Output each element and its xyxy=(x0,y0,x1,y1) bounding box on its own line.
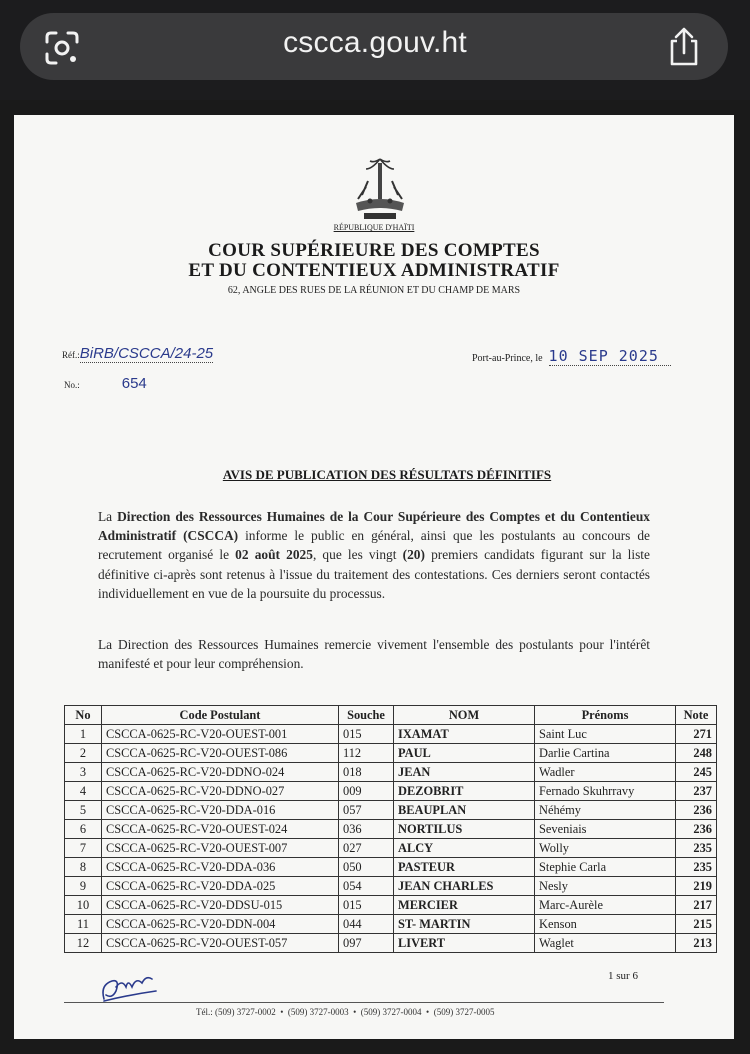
cell-no: 9 xyxy=(65,877,102,896)
cell-nom: ST- MARTIN xyxy=(394,915,535,934)
browser-top-bar xyxy=(0,0,750,100)
cell-note: 235 xyxy=(676,858,717,877)
table-row xyxy=(65,915,717,934)
phone-4: (509) 3727-0005 xyxy=(433,1007,495,1017)
place-label: Port-au-Prince, le xyxy=(472,353,543,364)
phone-2: (509) 3727-0003 xyxy=(287,1007,349,1017)
cell-code: CSCCA-0625-RC-V20-DDA-036 xyxy=(102,858,339,877)
cell-nom: JEAN CHARLES xyxy=(394,877,535,896)
cell-no: 1 xyxy=(65,725,102,744)
cell-nom: ALCY xyxy=(394,839,535,858)
document-page xyxy=(14,115,734,1039)
place-date-line xyxy=(472,347,671,366)
cell-note: 236 xyxy=(676,820,717,839)
table-row xyxy=(65,820,717,839)
cell-souche: 018 xyxy=(339,763,394,782)
notice-heading: AVIS DE PUBLICATION DES RÉSULTATS DÉFINITIFS xyxy=(222,467,552,482)
page-url[interactable]: cscca.gouv.ht xyxy=(283,26,467,59)
cell-code: CSCCA-0625-RC-V20-DDA-016 xyxy=(102,801,339,820)
number-value: 654 xyxy=(121,375,147,392)
phone-3: (509) 3727-0004 xyxy=(360,1007,422,1017)
table-row xyxy=(65,877,717,896)
p1-text-e: , que les vingt xyxy=(312,547,403,563)
cell-no: 11 xyxy=(65,915,102,934)
cell-note: 235 xyxy=(676,839,717,858)
cell-note: 271 xyxy=(676,725,717,744)
cell-nom: PAUL xyxy=(394,744,535,763)
table-header-row xyxy=(65,706,717,725)
cell-souche: 057 xyxy=(339,801,394,820)
cell-nom: PASTEUR xyxy=(394,858,535,877)
cell-souche: 044 xyxy=(339,915,394,934)
number-label: No.: xyxy=(64,380,80,390)
phone-1: Tél.: (509) 3727-0002 xyxy=(196,1007,276,1017)
p1-bold-org: Direction des Ressources Humaines de la Cour Supérieure des Comptes et du Contentieux Administratif (CSCCA) xyxy=(98,509,650,544)
coat-of-arms-emblem xyxy=(348,155,412,225)
cell-prenoms: Marc-Aurèle xyxy=(535,896,676,915)
cell-code: CSCCA-0625-RC-V20-OUEST-024 xyxy=(102,820,339,839)
p1-bold-date: 02 août 2025 xyxy=(235,547,313,563)
footer-rule xyxy=(64,1002,664,1003)
cell-souche: 112 xyxy=(339,744,394,763)
cell-note: 215 xyxy=(676,915,717,934)
cell-nom: IXAMAT xyxy=(394,725,535,744)
share-icon[interactable] xyxy=(664,26,704,68)
thanks-paragraph: La Direction des Ressources Humaines remercie vivement l'ensemble des postulants pour l'intérêt manifesté et pour leur compréhension. xyxy=(98,637,650,672)
cell-code: CSCCA-0625-RC-V20-OUEST-007 xyxy=(102,839,339,858)
cell-no: 2 xyxy=(65,744,102,763)
p1-text-a: La xyxy=(98,509,118,524)
cell-note: 248 xyxy=(676,744,717,763)
header-no: No xyxy=(65,706,102,725)
court-title-line1: COUR SUPÉRIEURE DES COMPTES xyxy=(208,240,540,261)
cell-prenoms: Fernado Skuhrravy xyxy=(535,782,676,801)
cell-souche: 050 xyxy=(339,858,394,877)
header-code: Code Postulant xyxy=(102,706,339,725)
cell-code: CSCCA-0625-RC-V20-OUEST-001 xyxy=(102,725,339,744)
cell-souche: 027 xyxy=(339,839,394,858)
table-row xyxy=(65,839,717,858)
cell-no: 4 xyxy=(65,782,102,801)
court-title-line2: ET DU CONTENTIEUX ADMINISTRATIF xyxy=(188,260,560,281)
cell-souche: 009 xyxy=(339,782,394,801)
cell-souche: 036 xyxy=(339,820,394,839)
separator: • xyxy=(426,1007,430,1017)
cell-prenoms: Kenson xyxy=(535,915,676,934)
republique-label: RÉPUBLIQUE D'HAÏTI xyxy=(333,223,415,232)
table-row xyxy=(65,934,717,953)
cell-nom: NORTILUS xyxy=(394,820,535,839)
cell-note: 237 xyxy=(676,782,717,801)
cell-prenoms: Néhémy xyxy=(535,801,676,820)
court-address: 62, ANGLE DES RUES DE LA RÉUNION ET DU CHAMP DE MARS xyxy=(227,285,521,296)
cell-prenoms: Seveniais xyxy=(535,820,676,839)
table-row xyxy=(65,725,717,744)
cell-note: 245 xyxy=(676,763,717,782)
reference-value: BiRB/CSCCA/24-25 xyxy=(79,345,214,362)
page-number: 1 sur 6 xyxy=(608,970,638,982)
cell-prenoms: Wolly xyxy=(535,839,676,858)
cell-no: 3 xyxy=(65,763,102,782)
p1-bold-count: (20) xyxy=(402,547,425,563)
cell-code: CSCCA-0625-RC-V20-DDN-004 xyxy=(102,915,339,934)
cell-prenoms: Darlie Cartina xyxy=(535,744,676,763)
cell-nom: DEZOBRIT xyxy=(394,782,535,801)
header-souche: Souche xyxy=(339,706,394,725)
cell-code: CSCCA-0625-RC-V20-OUEST-086 xyxy=(102,744,339,763)
cell-note: 236 xyxy=(676,801,717,820)
separator: • xyxy=(280,1007,284,1017)
cell-no: 5 xyxy=(65,801,102,820)
header-nom: NOM xyxy=(394,706,535,725)
cell-code: CSCCA-0625-RC-V20-DDNO-027 xyxy=(102,782,339,801)
cell-code: CSCCA-0625-RC-V20-DDSU-015 xyxy=(102,896,339,915)
p1-text-g: premiers candidats figurant sur la liste définitive ci-après sont retenus à l'issue du traitement des contestations. Ces derniers seront contactés individuellement en vue de la poursuite du processus. xyxy=(98,547,650,601)
cell-prenoms: Wadler xyxy=(535,763,676,782)
header-note: Note xyxy=(676,706,717,725)
footer-phones xyxy=(196,1007,494,1017)
cell-code: CSCCA-0625-RC-V20-DDNO-024 xyxy=(102,763,339,782)
cell-prenoms: Nesly xyxy=(535,877,676,896)
cell-prenoms: Saint Luc xyxy=(535,725,676,744)
header-prenoms: Prénoms xyxy=(535,706,676,725)
separator: • xyxy=(353,1007,357,1017)
signature-mark xyxy=(98,965,158,1005)
cell-nom: LIVERT xyxy=(394,934,535,953)
table-row xyxy=(65,744,717,763)
date-stamp: 10 SEP 2025 xyxy=(549,347,671,366)
table-row xyxy=(65,801,717,820)
cell-souche: 097 xyxy=(339,934,394,953)
cell-no: 12 xyxy=(65,934,102,953)
cell-code: CSCCA-0625-RC-V20-OUEST-057 xyxy=(102,934,339,953)
results-table xyxy=(64,705,717,953)
cell-no: 6 xyxy=(65,820,102,839)
cell-note: 219 xyxy=(676,877,717,896)
cell-souche: 015 xyxy=(339,896,394,915)
cell-no: 10 xyxy=(65,896,102,915)
cell-code: CSCCA-0625-RC-V20-DDA-025 xyxy=(102,877,339,896)
p1-text-c: informe le public en général, ainsi que les postulants au concours de recrutement organisé le xyxy=(98,528,650,563)
number-line xyxy=(64,375,147,392)
table-row xyxy=(65,858,717,877)
cell-souche: 015 xyxy=(339,725,394,744)
table-row xyxy=(65,782,717,801)
table-row xyxy=(65,763,717,782)
cell-nom: BEAUPLAN xyxy=(394,801,535,820)
reference-label: Réf.: xyxy=(62,350,80,360)
cell-nom: MERCIER xyxy=(394,896,535,915)
cell-note: 217 xyxy=(676,896,717,915)
cell-prenoms: Stephie Carla xyxy=(535,858,676,877)
cell-prenoms: Waglet xyxy=(535,934,676,953)
cell-no: 8 xyxy=(65,858,102,877)
reference-line xyxy=(62,345,213,363)
cell-note: 213 xyxy=(676,934,717,953)
intro-paragraph xyxy=(98,507,650,603)
table-row xyxy=(65,896,717,915)
cell-souche: 054 xyxy=(339,877,394,896)
cell-nom: JEAN xyxy=(394,763,535,782)
cell-no: 7 xyxy=(65,839,102,858)
